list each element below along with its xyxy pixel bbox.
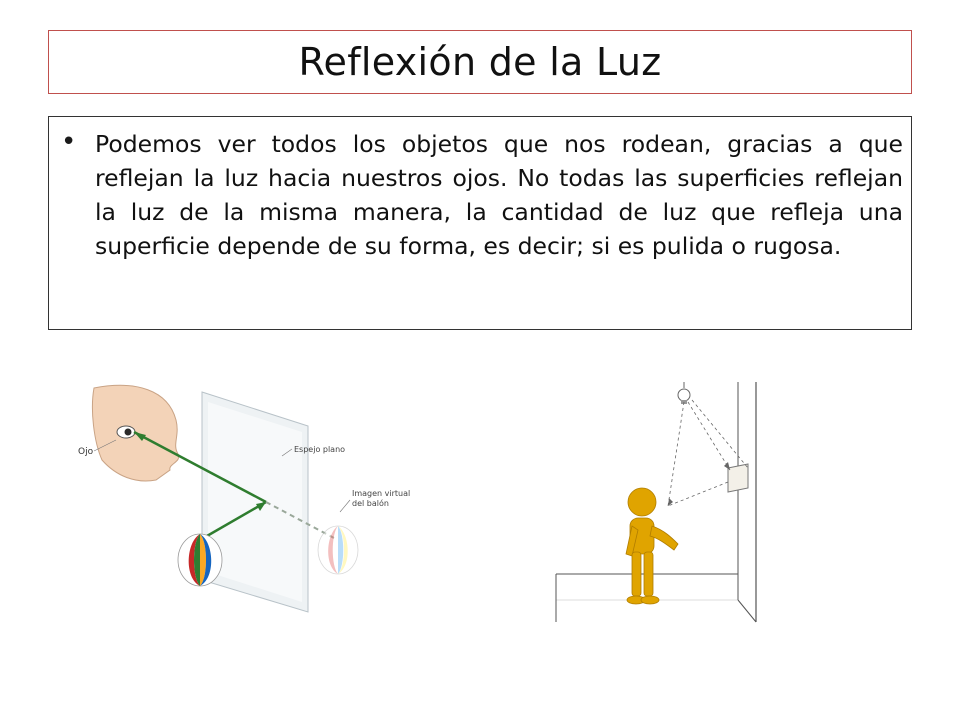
virtual-image-label-2: del balón xyxy=(352,499,389,508)
room-reflection-illustration xyxy=(552,378,768,626)
body-paragraph: Podemos ver todos los objetos que nos rodean, gracias a que reflejan la luz hacia nuestros ojos. No todas las superficies reflejan la luz de la misma manera, la cantidad de luz que refleja una superficie depende de su forma, es decir; si es pulida o rugosa. xyxy=(95,130,903,260)
mirror-reflection-svg xyxy=(76,380,411,620)
bullet-icon: • xyxy=(61,127,77,157)
mirror-reflection-illustration xyxy=(76,380,411,620)
wall-picture xyxy=(728,464,748,492)
room-reflection-svg xyxy=(552,378,768,626)
virtual-ball-icon xyxy=(318,526,358,574)
slide-title: Reflexión de la Luz xyxy=(298,40,662,84)
light-bulb-icon xyxy=(678,382,690,404)
virtual-image-label-1: Imagen virtual xyxy=(352,489,411,498)
mirror-label: Espejo plano xyxy=(294,445,346,454)
body-text-box xyxy=(48,116,912,330)
ball-icon xyxy=(178,534,222,586)
title-box xyxy=(48,30,912,94)
eye-label: Ojo xyxy=(78,447,94,457)
